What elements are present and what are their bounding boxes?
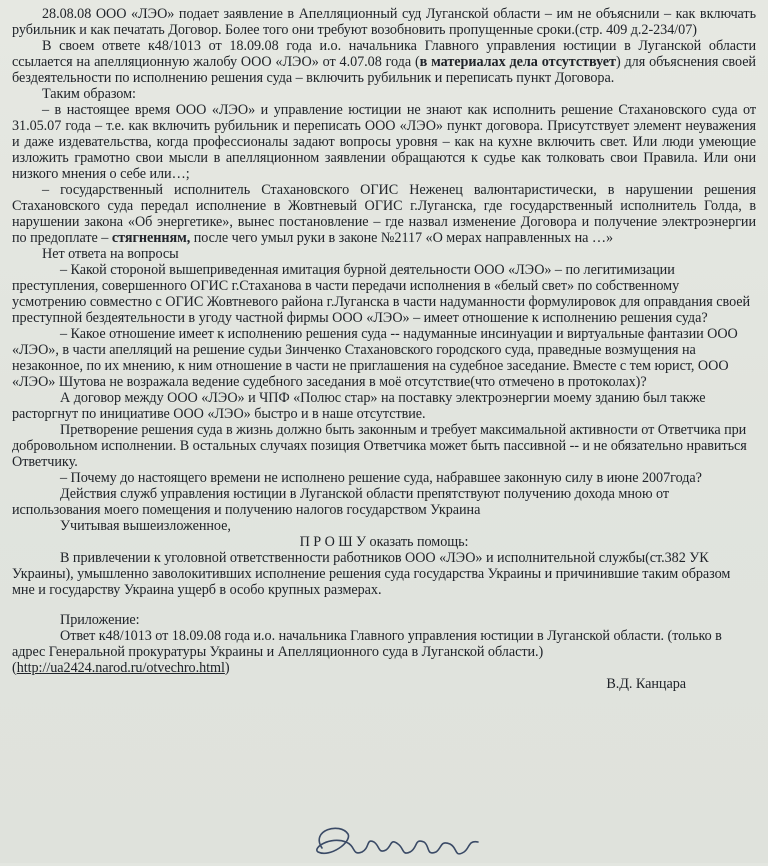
text-segment: В своем ответе к48/1013 от 18.09.08 года и.о. начальника Главного управления юстиции в Луганской области ссылается на апелляционную жалобу ООО «ЛЭО» от 4.07.08 года (: [12, 38, 756, 70]
paragraph-contract-terminated: А договор между ООО «ЛЭО» и ЧПФ «Полюс стар» на поставку электроэнергии моему зданию был также расторгнут по инициативе ООО «ЛЭО» быстро и в наше отсутствие.: [12, 390, 706, 422]
letter-body: [12, 6, 756, 692]
paragraph-bullet-current-time: – в настоящее время ООО «ЛЭО» и управление юстиции не знают как исполнить решение Стахановского суда от 31.05.07 года – т.е. как включить рубильник и переписать ООО «ЛЭО» пункт договора. Присутствует элемент неуважения и даже издевательства, когда профессионалы задают вопросы уровня – как на кухне включить свет. Или люди умеющие изложить грамотно свои мысли в апелляционном заявлении обращаются к судье как толковать свои Правила. Или они низкого мнения о себе или…;: [12, 102, 756, 182]
attachment-heading: Приложение:: [60, 612, 140, 628]
paragraph-thus: Таким образом:: [42, 86, 136, 102]
bold-text-stiagnennyam: стягненням,: [111, 230, 191, 246]
question-why-not-executed: – Почему до настоящего времени не исполнено решение суда, набравшее законную силу в июне 2007года?: [60, 470, 702, 486]
text-segment: ): [224, 660, 230, 676]
paragraph-no-answer: Нет ответа на вопросы: [42, 246, 179, 262]
paragraph-criminal-liability: В привлечении к уголовной ответственности работников ООО «ЛЭО» и исполнительной службы(ст.382 УК Украины), умышленно заволокитивших исполнение решения суда государства Украины и причинившие таким образом мне и государству Украина ущерб в особо крупных размерах.: [12, 550, 731, 598]
attachment-description: [12, 628, 756, 676]
text-segment: после чего умыл руки в законе №2117 «О мерах направленных на …»: [190, 230, 614, 246]
paragraph-appeal-date: 28.08.08 ООО «ЛЭО» подает заявление в Апелляционный суд Луганской области – им не объяснили – как включать рубильник и как печатать Договор. Более того они требуют возобновить пропущенные сроки.(стр. 409 д.2-234/07): [12, 6, 756, 38]
spacer: [12, 598, 756, 612]
paragraph-bullet-state-executor: [12, 182, 756, 246]
paragraph-considering: Учитывая вышеизложенное,: [60, 518, 231, 534]
signer-name: В.Д. Канцара: [606, 676, 686, 692]
paragraph-justice-response: [12, 38, 756, 86]
bold-text-missing-from-case: в материалах дела отсутствует: [419, 54, 616, 70]
request-heading: П Р О Ш У оказать помощь:: [299, 534, 469, 550]
attachment-link[interactable]: http://ua2424.narod.ru/otvechro.html: [16, 660, 225, 676]
handwritten-signature: [300, 818, 500, 866]
paragraph-justice-actions: Действия служб управления юстиции в Луганской области препятствуют получению дохода мною от использования моего помещения и получению налогов государством Украина: [12, 486, 669, 518]
question-imitation: – Какой стороной вышеприведенная имитация бурной деятельности ООО «ЛЭО» – по легитимизации преступления, совершенного ОГИС г.Стаханова в части передачи исполнения в «белый свет» по собственному усмотрению совместно с ОГИС Жовтневого района г.Луганска в части надуманности формулировок для оправдания своей преступной бездеятельности в угоду частной фирмы ООО «ЛЭО» – имеет отношение к исполнению решения суда?: [12, 262, 751, 326]
paragraph-court-decision: Претворение решения суда в жизнь должно быть законным и требует максимальной активности от Ответчика при добровольном исполнении. В остальных случаях позиция Ответчика может быть пассивной -- и не обязательно нравиться Ответчику.: [12, 422, 747, 470]
closing-row: [12, 676, 756, 692]
text-segment: Ответ к48/1013 от 18.09.08 года и.о. начальника Главного управления юстиции в Луганской области. (только в адрес Генеральной прокуратуры Украины и Апелляционного суда в Луганской области.) (: [12, 628, 722, 676]
question-insinuations: – Какое отношение имеет к исполнению решения суда -- надуманные инсинуации и виртуальные фантазии ООО «ЛЭО», в части апелляций на решение судьи Зинченко Стахановского городского суда, праведные возмущения на незаконное, по их мнению, к ним отношение в части не приглашения на судебное заседание. Вместе с тем юрист, ООО «ЛЭО» Шутова не возражала ведение судебного заседания в моё отсутствие(что отмечено в протоколах)?: [12, 326, 738, 390]
text-segment: ) для объяснения своей бездеятельности по исполнению решения суда – включить рубильник и переписать пункт Договора.: [12, 54, 756, 86]
text-segment: – государственный исполнитель Стахановского ОГИС Неженец валюнтаристически, в нарушении решения Стахановского суда передал исполнение в Жовтневый ОГИС г.Луганска, где государственный исполнитель Голда, в нарушении закона «Об энергетике», вынес постановление – где назвал изменение Договора и получение электроэнергии по предоплате –: [12, 182, 756, 246]
